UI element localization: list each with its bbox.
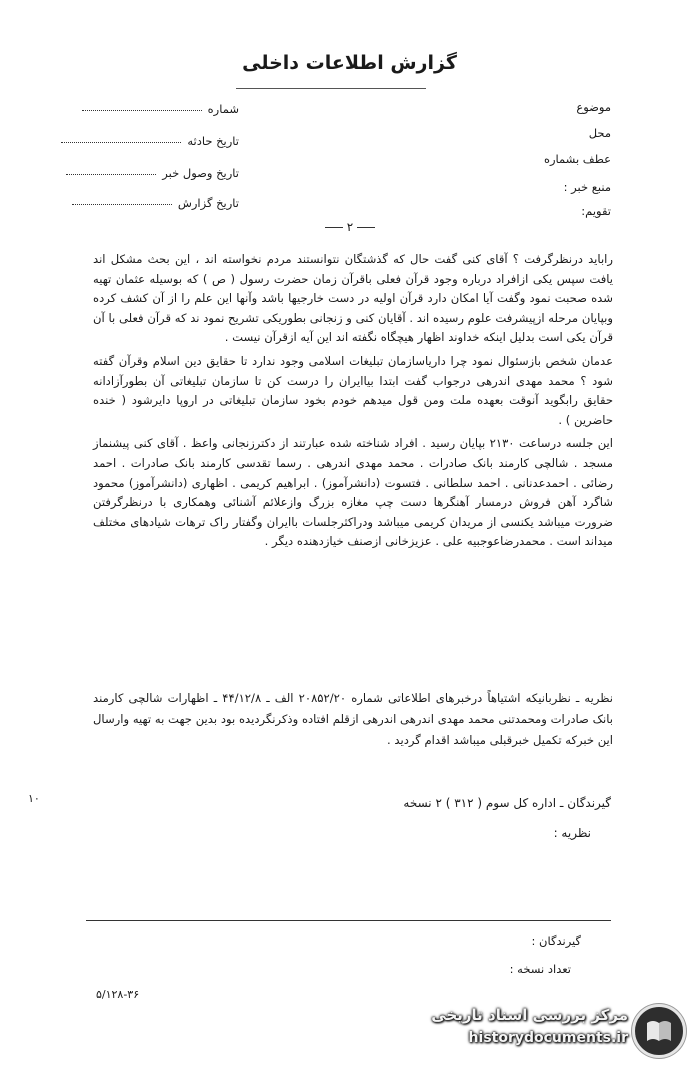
watermark-title: مرکز بررسی اسناد تاریخی (431, 1006, 628, 1024)
form-code: ۵/۱۲۸-۳۶ (96, 988, 140, 1001)
recipients-line: گیرندگان ـ اداره کل سوم ( ۳۱۲ ) ۲ نسخه (403, 796, 611, 810)
page-number: ۲ (310, 220, 390, 234)
footer-divider (86, 920, 611, 921)
number-dotted-line (82, 109, 202, 111)
title-underline (236, 88, 426, 89)
opinion-label: نظریه : (553, 826, 591, 840)
number-label: شماره (207, 102, 239, 116)
footer-copies-label: تعداد نسخه : (509, 962, 571, 976)
reference-number-label: عطف بشماره (543, 152, 611, 166)
report-date-field (72, 196, 239, 210)
assessment-field (581, 204, 611, 218)
report-date-dotted-line (72, 203, 172, 205)
incident-date-label: تاریخ حادثه (187, 134, 239, 148)
assessment-label: تقویم: (581, 204, 611, 218)
document-title: گزارش اطلاعات داخلی (242, 52, 457, 74)
archive-watermark (404, 1000, 694, 1060)
received-date-dotted-line (66, 173, 156, 175)
body-paragraph: راباید درنظرگرفت ؟ آقای کنی گفت حال که گذشتگان نتوانستند مردم نخواسته اند ، این بحث مشکل اند یافت سپس یکی ازافراد درباره وجود قرآن فعلی باقرآن زمان حضرت رسول ( ص ) که بوسیله عثمان تهیه شده صحبت نمود وگفت آیا امکان دارد قرآن اولیه در دست خارجیها باشد وآنها این علم را از آن کشف کرده وبپایان مرحله ازپیشرفت علوم رسیده اند . آقایان کنی و زنجانی بطوریکی تشریح نمود ند که قرآن فعلی با آن قرآن یکی است بدلیل اینکه خداوند اظهار هیچگاه نگفته اند این آیه ازقرآن نیست . (93, 252, 613, 345)
source-field (564, 180, 611, 194)
reference-number-field (544, 152, 611, 166)
body-paragraph: این جلسه درساعت ۲۱۳۰ بپایان رسید . افراد شناخته شده عبارتند از دکترزنجانی واعظ . آقای کنی پیشنماز مسجد . شالچی کارمند بانک صادرات . محمد مهدی اندرهی . رسما تقدسی کارمند بانک صادرات . احمد رضائی . احمدعدنانی . احمد سلطانی . فتسوت (دانشرآموز) . ابراهیم کریمی . اظهاری (دانشرآموز) محمود شاگرد آهن فروش درمسار آهنگرها دست چپ مغازه بزرگ وازعلائم آشنائی وهمکاری با درنظرگرفتن ضرورت میباشد یکنسی از مریدان کریمی میباشد ودراکثرجلسات باایران وگفتار راک ترهات شیادهای مختلف میداند است . محمدرضاعوجبیه علی . عزیزخانی ازصنف خیازدهنده دیگر . (93, 436, 613, 549)
incident-date-field (61, 134, 239, 148)
footer-recipients-label: گیرندگان : (531, 934, 581, 948)
incident-date-dotted-line (61, 141, 181, 143)
subject-field (576, 100, 611, 114)
margin-number: ۱۰ (28, 792, 40, 805)
source-label: منبع خبر : (563, 180, 611, 194)
body-paragraph: عدمان شخص بازسئوال نمود چرا داریاسازمان تبلیغات اسلامی وجود ندارد تا حقایق دین اسلام وقرآن گفته شود ؟ محمد مهدی اندرهی درجواب گفت ابتدا بیاایران را درست کن تا سازمان تبلیغاتی آن بطورآزادانه حقایق رابگوید آنوقت بعهده ملت ومن قول میدهم خودم بخود سازمان تبلیغاتی در اروپا دایرشود ( خنده حاضرین ) . (93, 353, 613, 427)
received-date-field (66, 166, 239, 180)
received-date-label: تاریخ وصول خبر (162, 166, 239, 180)
archive-logo-icon (632, 1004, 686, 1058)
report-date-label: تاریخ گزارش (177, 196, 239, 210)
location-label: محل (588, 126, 611, 140)
report-body (93, 250, 613, 556)
location-field (589, 126, 611, 140)
subject-label: موضوع (576, 100, 611, 114)
watermark-url: historydocuments.ir (468, 1030, 628, 1046)
number-field (82, 102, 239, 116)
assessment-note: نظریه ـ نظربانیکه اشتیاهاً درخبرهای اطلاعاتی شماره ۲۰۸۵۲/۲۰ الف ـ ۴۴/۱۲/۸ ـ اظهارات شالچی کارمند بانک صادرات ومحمدتنی محمد مهدی اندرهی اندرهی ازقلم افتاده وذکرنگردیده بود بدین جهت به تهیه وارسال این خبرکه تکمیل خبرقبلی میباشد اقدام گردید . (93, 691, 613, 747)
